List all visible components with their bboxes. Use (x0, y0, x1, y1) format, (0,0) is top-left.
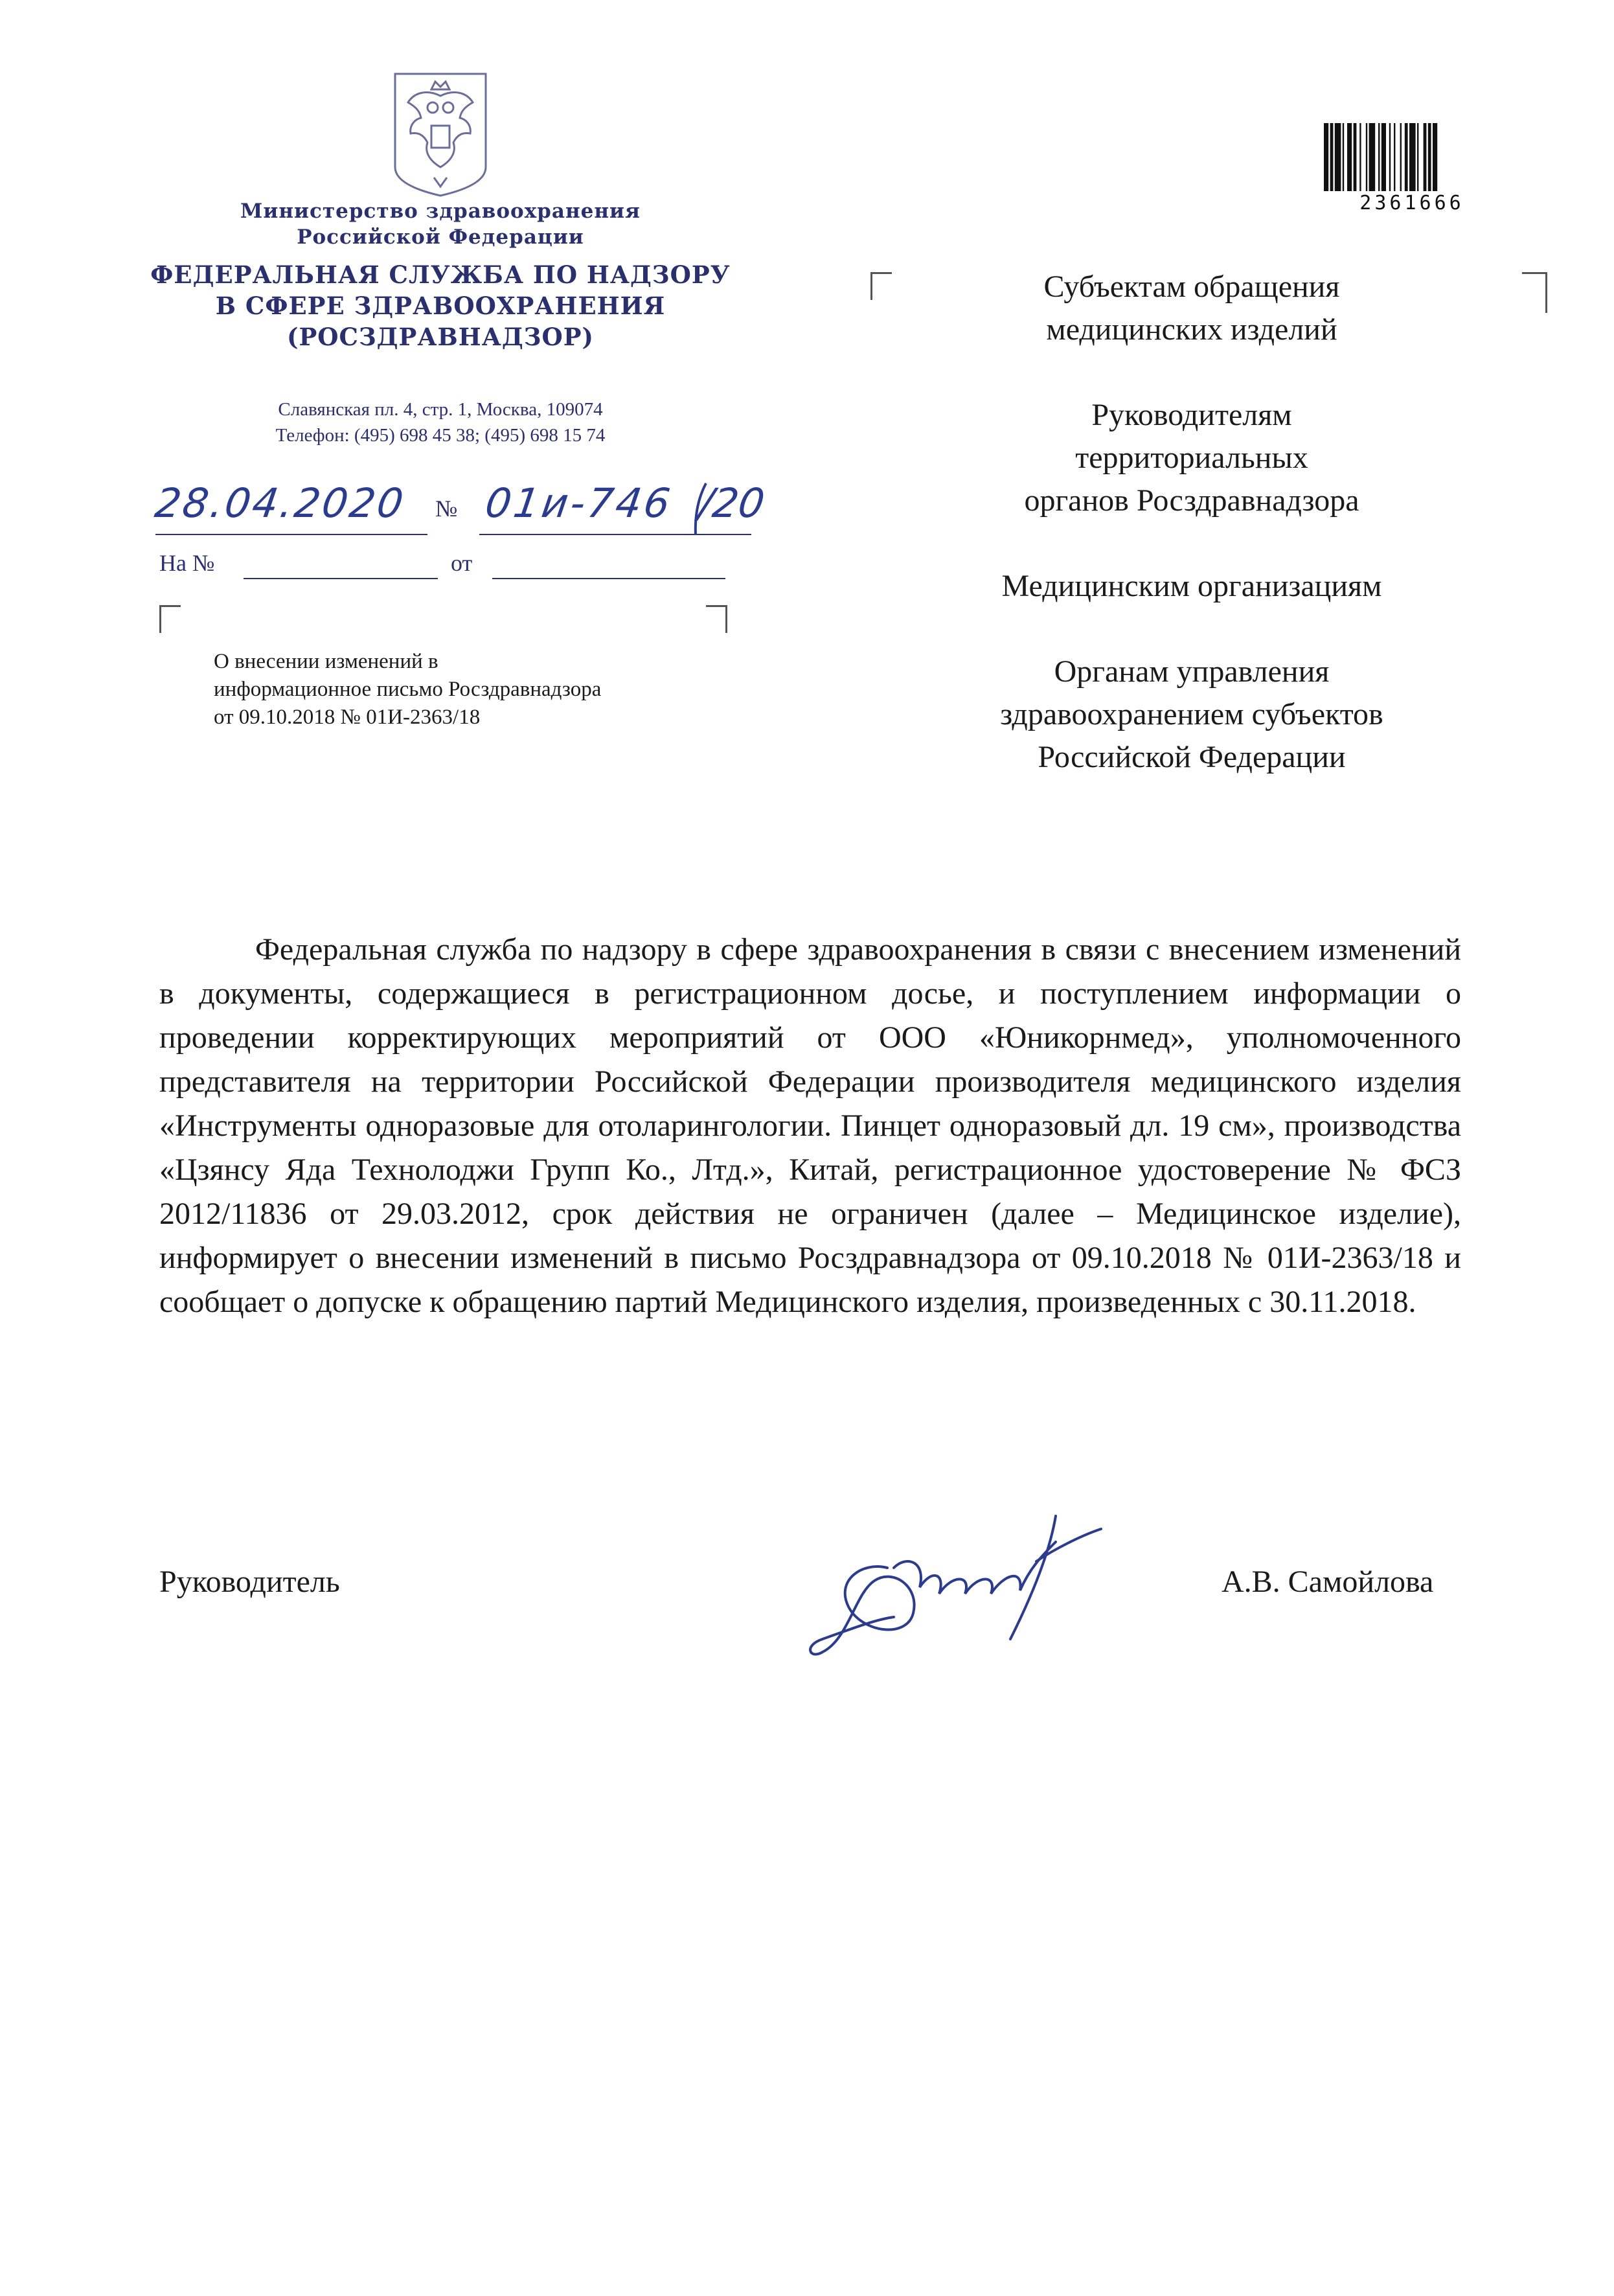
coat-of-arms-emblem (389, 70, 492, 200)
recipient-line: здравоохранением субъектов (1000, 697, 1383, 731)
service-line: (РОСЗДРАВНАДЗОР) (286, 323, 595, 351)
barcode-bar (1394, 123, 1395, 191)
corner-bracket-right (1522, 272, 1547, 313)
handwritten-signature (797, 1490, 1159, 1671)
subject-line: от 09.10.2018 № 01И-2363/18 (214, 706, 481, 729)
corner-bracket-right (706, 605, 727, 633)
ministry-line: Российской Федерации (297, 225, 584, 249)
recipient-line: Органам управления (1054, 654, 1330, 689)
subject-block (214, 648, 732, 731)
barcode-bar (1428, 123, 1431, 191)
service-name (130, 259, 751, 352)
recipient-line: Руководителям (1091, 398, 1292, 432)
registration-line (152, 479, 829, 538)
address-text: Славянская пл. 4, стр. 1, Москва, 109074 (278, 399, 603, 420)
letter-body (159, 928, 1461, 1324)
barcode-bar (1354, 123, 1357, 191)
phone-text: Телефон: (495) 698 45 38; (495) 698 15 74 (275, 425, 606, 446)
barcode-bar (1409, 123, 1416, 191)
barcode-bar (1324, 123, 1328, 191)
barcode-bar (1424, 123, 1427, 191)
signatory-role: Руководитель (159, 1565, 340, 1599)
signatory-name: А.В. Самойлова (1222, 1565, 1434, 1599)
subject-line: О внесении изменений в (214, 650, 438, 673)
service-line: В СФЕРЕ ЗДРАВООХРАНЕНИЯ (215, 292, 666, 320)
barcode (1321, 123, 1490, 201)
recipient-line: Субъектам обращения (1043, 270, 1340, 304)
recipient-group (861, 394, 1522, 522)
barcode-bar (1433, 123, 1437, 191)
reference-line (159, 549, 729, 582)
recipient-line: органов Росздравнадзора (1024, 483, 1359, 518)
address-block (181, 396, 699, 448)
recipient-line: Медицинским организациям (1001, 569, 1382, 603)
recipient-group (861, 650, 1522, 779)
recipients-block (861, 266, 1522, 821)
barcode-bar (1366, 123, 1367, 191)
corner-bracket-left (159, 605, 181, 633)
registration-date: 28.04.2020 (152, 479, 409, 527)
barcode-bar (1369, 123, 1376, 191)
barcode-bar (1335, 123, 1341, 191)
barcode-bar (1359, 123, 1361, 191)
recipient-line: медицинских изделий (1046, 312, 1337, 347)
barcode-bar (1417, 123, 1418, 191)
registration-number: 01и-746 (482, 479, 676, 527)
service-line: ФЕДЕРАЛЬНАЯ СЛУЖБА ПО НАДЗОРУ (150, 260, 731, 289)
barcode-number: 2361666 (1359, 192, 1464, 214)
ministry-name (214, 198, 667, 250)
reference-label: На № (159, 550, 215, 576)
reference-from-label: от (451, 550, 473, 576)
body-paragraph: Федеральная служба по надзору в сфере здравоохранения в связи с внесением изменений в документы, содержащиеся в регистрационном досье, и поступлением информации о проведении корректирующих мероприятий от ООО «Юникорнмед», уполномоченного представителя на территории Российской Федерации производителя медицинского изделия «Инструменты одноразовые для отоларингологии. Пинцет одноразовый дл. 19 см», производства «Цзянсу Яда Технолоджи Групп Ко., Лтд.», Китай, регистрационное удостоверение № ФСЗ 2012/11836 от 29.03.2012, срок действия не ограничен (далее – Медицинское изделие), информирует о внесении изменений в письмо Росздравнадзора от 09.10.2018 № 01И-2363/18 и сообщает о допуске к обращению партий Медицинского изделия, произведенных с 30.11.2018. (159, 932, 1461, 1319)
recipient-line: Российской Федерации (1038, 740, 1346, 774)
recipient-group (861, 565, 1522, 608)
barcode-bar (1343, 123, 1344, 191)
number-sign: № (435, 496, 458, 522)
ministry-line: Министерство здравоохранения (240, 200, 641, 223)
barcode-bar (1381, 123, 1386, 191)
barcode-bar (1330, 123, 1334, 191)
barcode-bar (1400, 123, 1402, 191)
recipient-group (861, 266, 1522, 351)
subject-line: информационное письмо Росздравнадзора (214, 678, 602, 701)
registration-number-suffix: /20 (696, 479, 767, 527)
barcode-bar (1405, 123, 1408, 191)
recipient-line: территориальных (1075, 441, 1308, 475)
barcode-bar (1389, 123, 1391, 191)
barcode-bar (1378, 123, 1380, 191)
barcode-bar (1347, 123, 1352, 191)
